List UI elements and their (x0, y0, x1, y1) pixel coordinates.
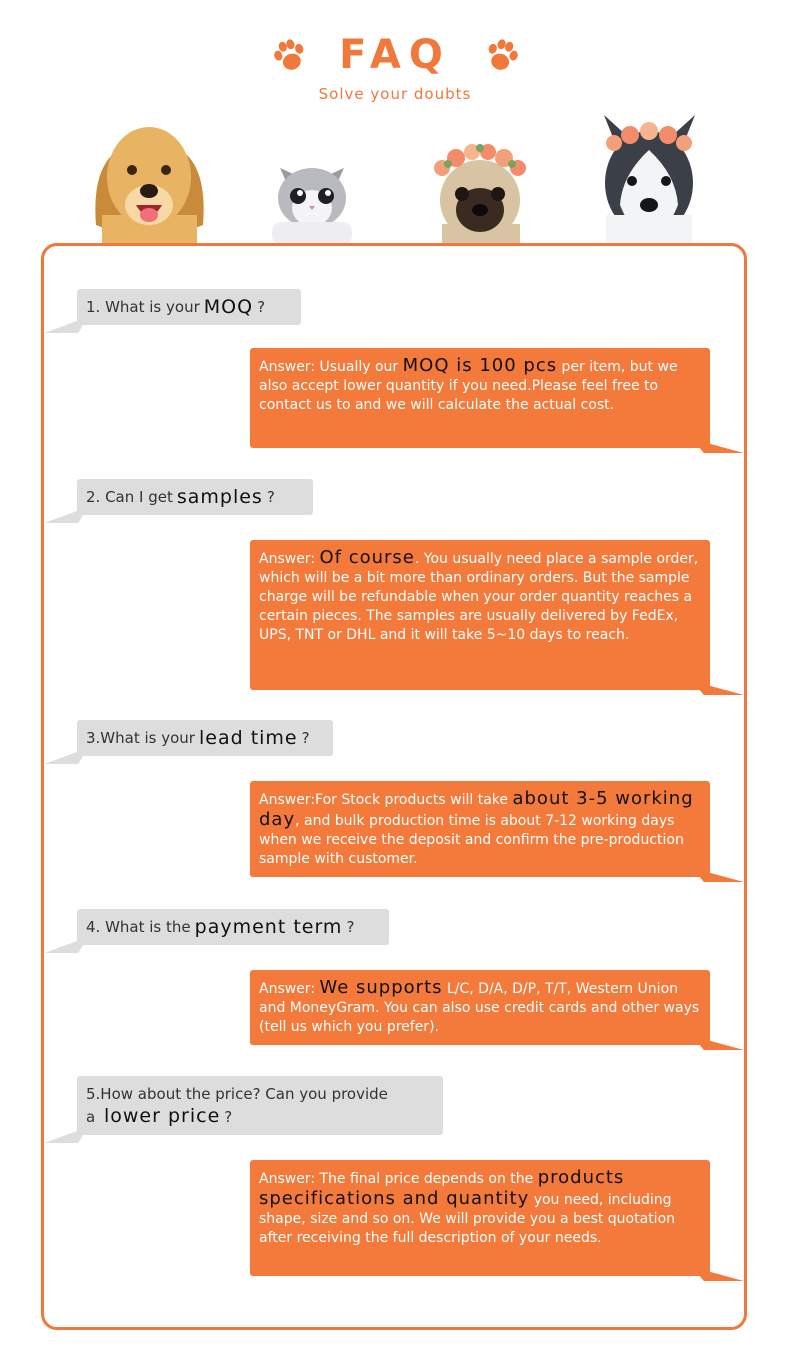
answer-text: , and bulk production time is about 7-12 working days when we receive the deposit and confirm the pre-production sample with customer. (259, 813, 684, 867)
question-mark: ? (257, 298, 266, 316)
answer-keyword: about 3-5 working day (259, 788, 694, 830)
question-text: 1. What is your (86, 298, 200, 316)
faq-question-3 (77, 720, 333, 756)
answer-keyword: We supports (319, 977, 443, 998)
husky-with-flower-crown-illustration (592, 105, 707, 245)
question-line-2 (86, 1105, 232, 1128)
question-text: 3.What is your (86, 729, 195, 747)
page-subtitle: Solve your doubts (318, 85, 472, 103)
faq-answer-5 (250, 1160, 710, 1276)
answer-keyword: products specifications and quantity (259, 1167, 625, 1209)
question-keyword: lower price (103, 1105, 221, 1127)
faq-question-1 (77, 289, 301, 325)
answer-text: per item, but we also accept lower quantity if you need.Please feel free to contact us to and we will calculate the actual cost. (259, 359, 678, 413)
answer-text: Answer:For Stock products will take (259, 792, 513, 808)
question-mark: ? (266, 488, 275, 506)
answer-text: Answer: The final price depends on the (259, 1171, 538, 1187)
answer-text: Answer: (259, 551, 320, 567)
answer-keyword: Of course (319, 547, 415, 568)
question-mark: ? (224, 1108, 233, 1126)
question-keyword: samples (176, 486, 263, 508)
answer-text: you need, including shape, size and so on. We will provide you a best quotation after receiving the full description of your needs. (259, 1192, 676, 1246)
faq-question-4 (77, 909, 389, 945)
faq-answer-4 (250, 970, 710, 1045)
faq-answer-2 (250, 540, 710, 690)
answer-keyword: MOQ is 100 pcs (402, 355, 558, 376)
question-text: a (86, 1108, 96, 1126)
faq-header (0, 0, 790, 110)
question-keyword: lead time (198, 727, 298, 749)
page-title: FAQ (339, 32, 451, 78)
answer-text: L/C, D/A, D/P, T/T, Western Union and MoneyGram. You can also use credit cards and other ways (tell us which you prefer). (259, 981, 700, 1035)
pug-with-flower-crown-illustration (428, 138, 533, 245)
faq-question-5 (77, 1076, 443, 1135)
question-text: 5.How about the price? Can you provide (86, 1085, 388, 1103)
question-mark: ? (301, 729, 310, 747)
answer-text: . You usually need place a sample order, which will be a bit more than ordinary orders. But the sample charge will be refundable when your order quantity reaches a certain pieces. The samples are usually delivered by FedEx, UPS, TNT or DHL and it will take 5~10 days to reach. (259, 551, 699, 643)
faq-answer-3 (250, 781, 710, 877)
question-keyword: payment term (194, 916, 343, 938)
golden-retriever-illustration (82, 115, 217, 245)
question-text: 2. Can I get (86, 488, 173, 506)
question-text: 4. What is the (86, 918, 191, 936)
question-keyword: MOQ (203, 296, 254, 318)
question-mark: ? (346, 918, 355, 936)
faq-answer-1 (250, 348, 710, 448)
answer-text: Answer: Usually our (259, 359, 403, 375)
answer-text: Answer: (259, 981, 320, 997)
cat-illustration (262, 150, 362, 245)
faq-question-2 (77, 479, 313, 515)
